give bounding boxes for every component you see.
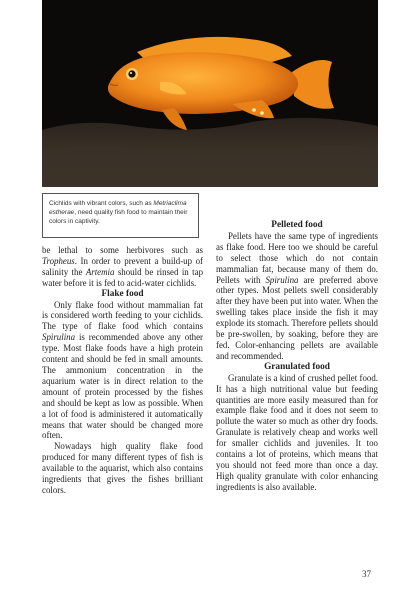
paragraph-granulated: Granulate is a kind of crushed pellet food. It has a high nutritional value but feeding quantities are more easily measured than for example flake food and it does not seem to pollute the water so much as other dry foods. Granulate is relatively cheap and works well for smaller cichlids and juveniles. It too contains a lot of proteins, which means that you should not feed more than once a day. High quality granulate with color enhancing ingredients is also available.	[216, 372, 378, 492]
caption-text-end: , need quality fish food to maintain their colors in captivity.	[49, 209, 188, 225]
heading-flake-food: Flake food	[101, 288, 144, 299]
paragraph-flake-2: Nowadays high quality flake food produced for many different types of fish is available to the aquarist, which also contains ingredients that gives the fishes brilliant colors.	[42, 441, 203, 495]
right-column	[216, 220, 378, 493]
caption-text: Cichlids with vibrant colors, such as	[49, 200, 154, 207]
caption-species: Metriaclima estherae	[49, 200, 187, 216]
photo-caption	[42, 193, 199, 238]
fish-photo	[42, 0, 378, 187]
paragraph-continued: be lethal to some herbivores such as Tropheus. In order to prevent a build-up of salinity the Artemia should be rinsed in tap water before it is fed to acid-water cichlids.	[42, 245, 204, 288]
cichlid-image	[42, 0, 378, 187]
heading-pelleted-food: Pelleted food	[271, 220, 323, 230]
paragraph-flake-1: Only flake food without mammalian fat is considered worth feeding to your cichlids. The type of flake food which contains Spirulina is recommended above any other type. Most flake foods have a high protein content and should be fed in small amounts. The ammonium concentration in the aquarium water is in direct relation to the amount of protein processed by the fishes and should be kept as low as possible. When a lot of food is administered it automatically means that water should be changed more often.	[42, 299, 203, 441]
left-column	[42, 245, 203, 496]
page-number: 37	[362, 569, 371, 579]
heading-granulated-food: Granulated food	[264, 361, 330, 372]
paragraph-pellet: Pellets have the same type of ingredients as flake food. Here too we should be careful to select those which do not contain mammalian fat, because many of them do. Pellets with Spirulina are preferred above other types. Most pellets swell considerably after they have been put into water. When the swelling takes place inside the fish it may explode its stomach. Therefore pellets should be pre-swollen, by soaking, before they are fed. Color-enhancing pellets are available and recommended.	[216, 230, 378, 361]
